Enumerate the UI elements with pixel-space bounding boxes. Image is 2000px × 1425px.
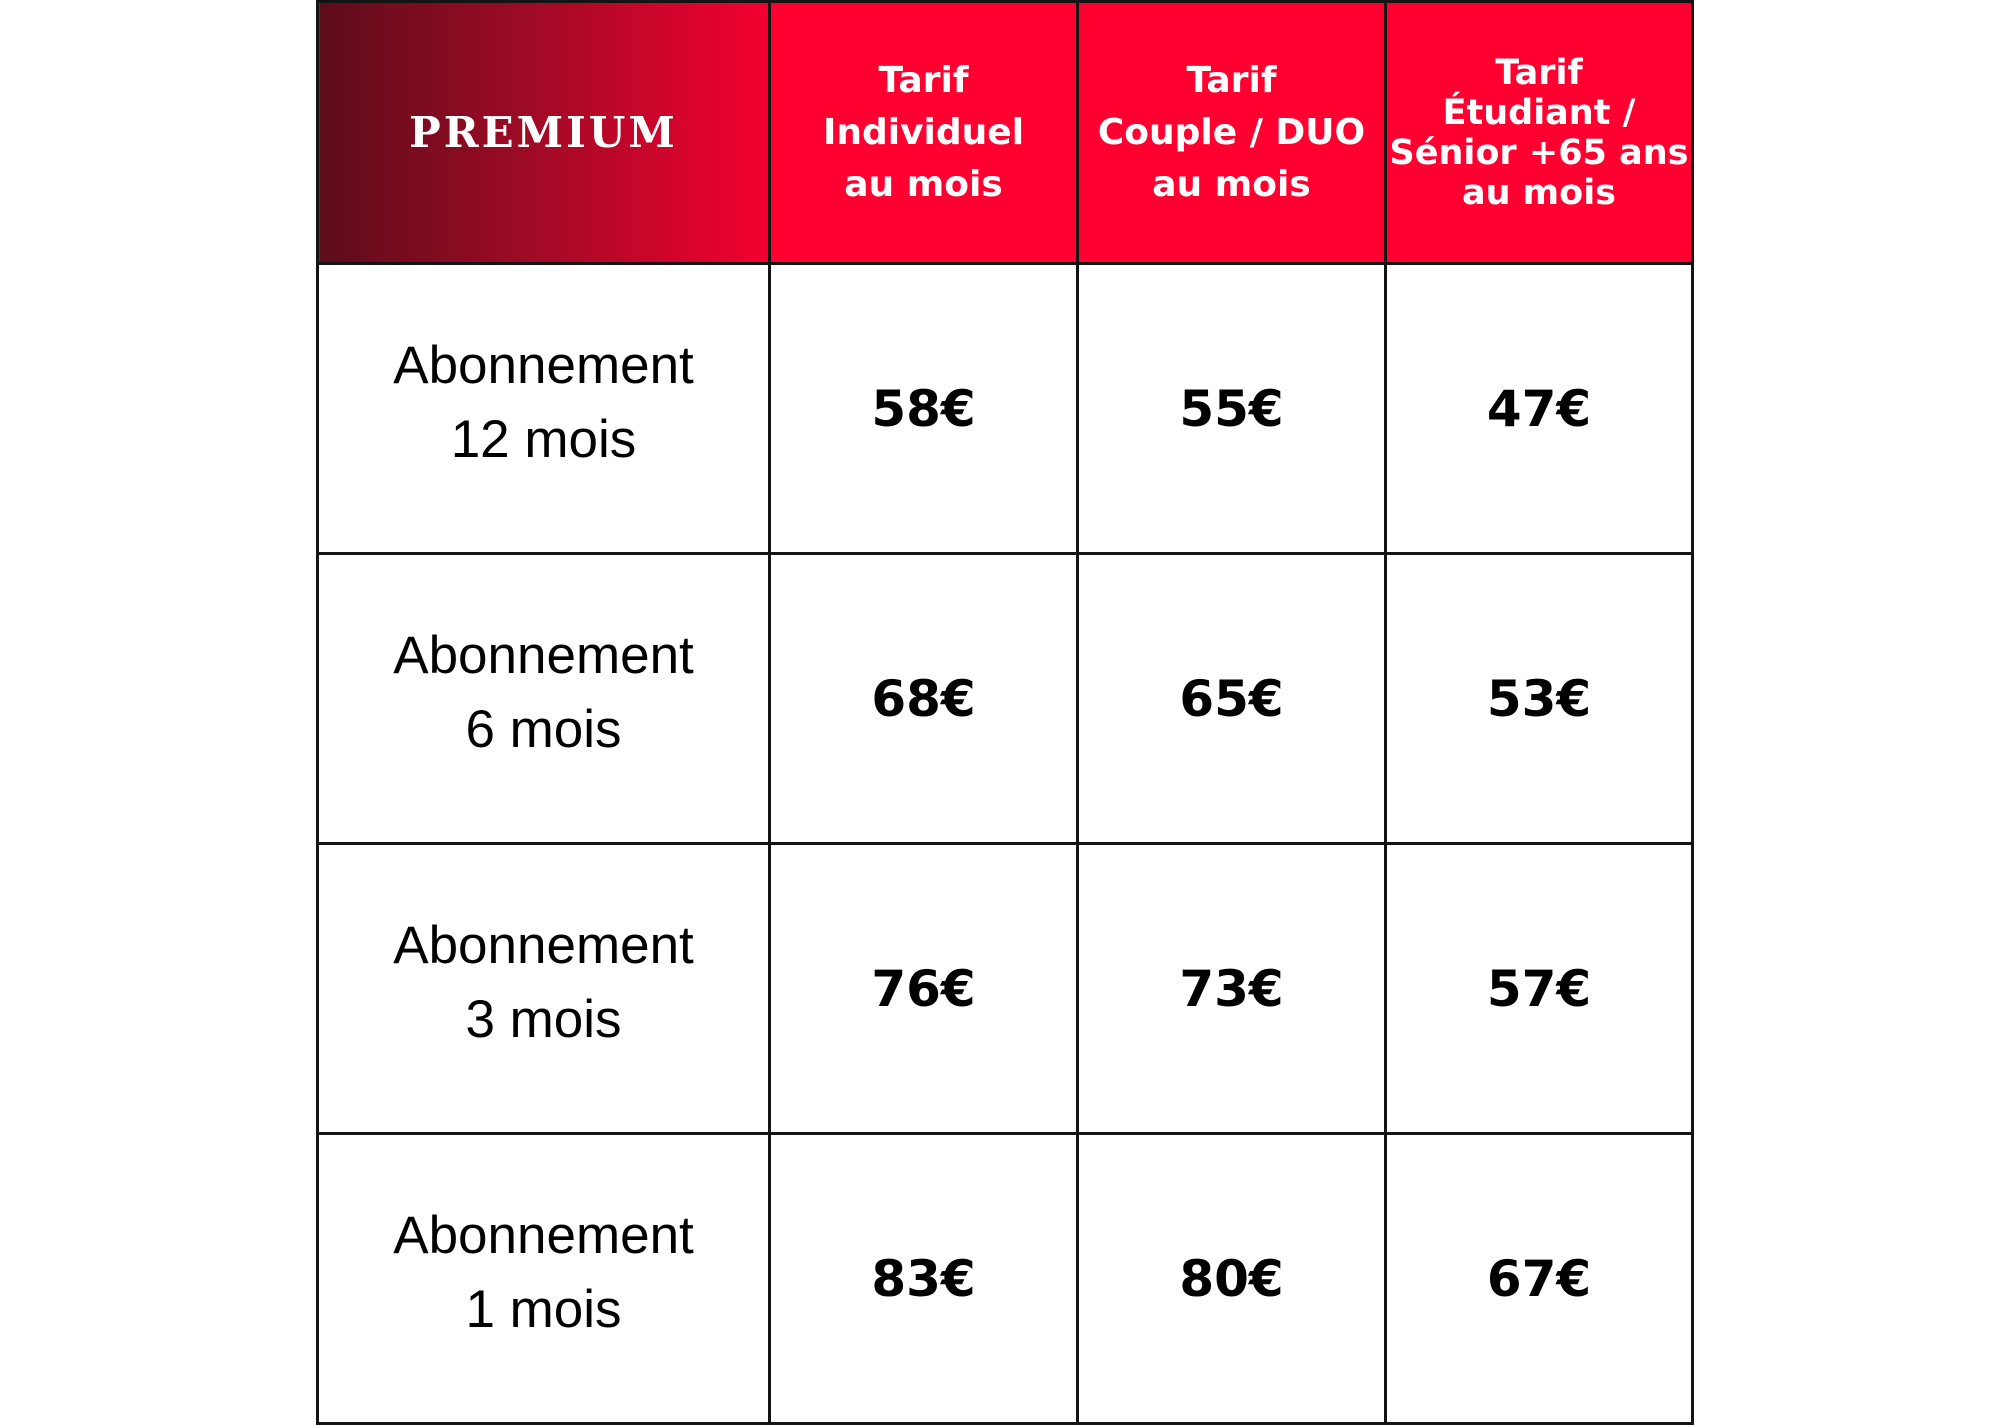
plan-label-cell (318, 264, 770, 554)
header-line: Individuel (822, 111, 1025, 153)
price-cell: 57€ (1386, 844, 1693, 1134)
pricing-table (316, 0, 1694, 1425)
table-row (318, 554, 1693, 844)
header-line: Tarif (878, 59, 969, 101)
plan-label-cell (318, 1134, 770, 1424)
price-cell: 67€ (1386, 1134, 1693, 1424)
table-header-row (318, 2, 1693, 264)
price-cell: 58€ (770, 264, 1078, 554)
plan-label: Abonnement (393, 335, 694, 395)
header-line: Étudiant / (1442, 92, 1636, 133)
header-line: au mois (1461, 172, 1617, 213)
header-line: Sénior +65 ans (1389, 132, 1689, 173)
header-line: au mois (844, 163, 1003, 205)
table-row (318, 264, 1693, 554)
price-cell: 53€ (1386, 554, 1693, 844)
price-cell: 65€ (1078, 554, 1386, 844)
plan-duration: 3 mois (465, 989, 622, 1049)
header-line: Tarif (1495, 52, 1583, 93)
header-tarif-individuel (770, 2, 1078, 264)
premium-header: PREMIUM (318, 2, 770, 264)
price-cell: 55€ (1078, 264, 1386, 554)
header-line: Tarif (1186, 59, 1277, 101)
header-tarif-couple-duo (1078, 2, 1386, 264)
price-cell: 68€ (770, 554, 1078, 844)
header-line: Couple / DUO (1097, 111, 1366, 153)
price-cell: 47€ (1386, 264, 1693, 554)
header-tarif-etudiant-senior (1386, 2, 1693, 264)
plan-label: Abonnement (393, 625, 694, 685)
plan-duration: 6 mois (465, 699, 622, 759)
price-cell: 83€ (770, 1134, 1078, 1424)
plan-label-cell (318, 844, 770, 1134)
price-cell: 73€ (1078, 844, 1386, 1134)
table-row (318, 1134, 1693, 1424)
plan-duration: 12 mois (450, 409, 637, 469)
plan-label: Abonnement (393, 1205, 694, 1265)
plan-duration: 1 mois (465, 1279, 622, 1339)
price-cell: 76€ (770, 844, 1078, 1134)
price-cell: 80€ (1078, 1134, 1386, 1424)
table-row (318, 844, 1693, 1134)
header-line: au mois (1152, 163, 1311, 205)
plan-label: Abonnement (393, 915, 694, 975)
plan-label-cell (318, 554, 770, 844)
